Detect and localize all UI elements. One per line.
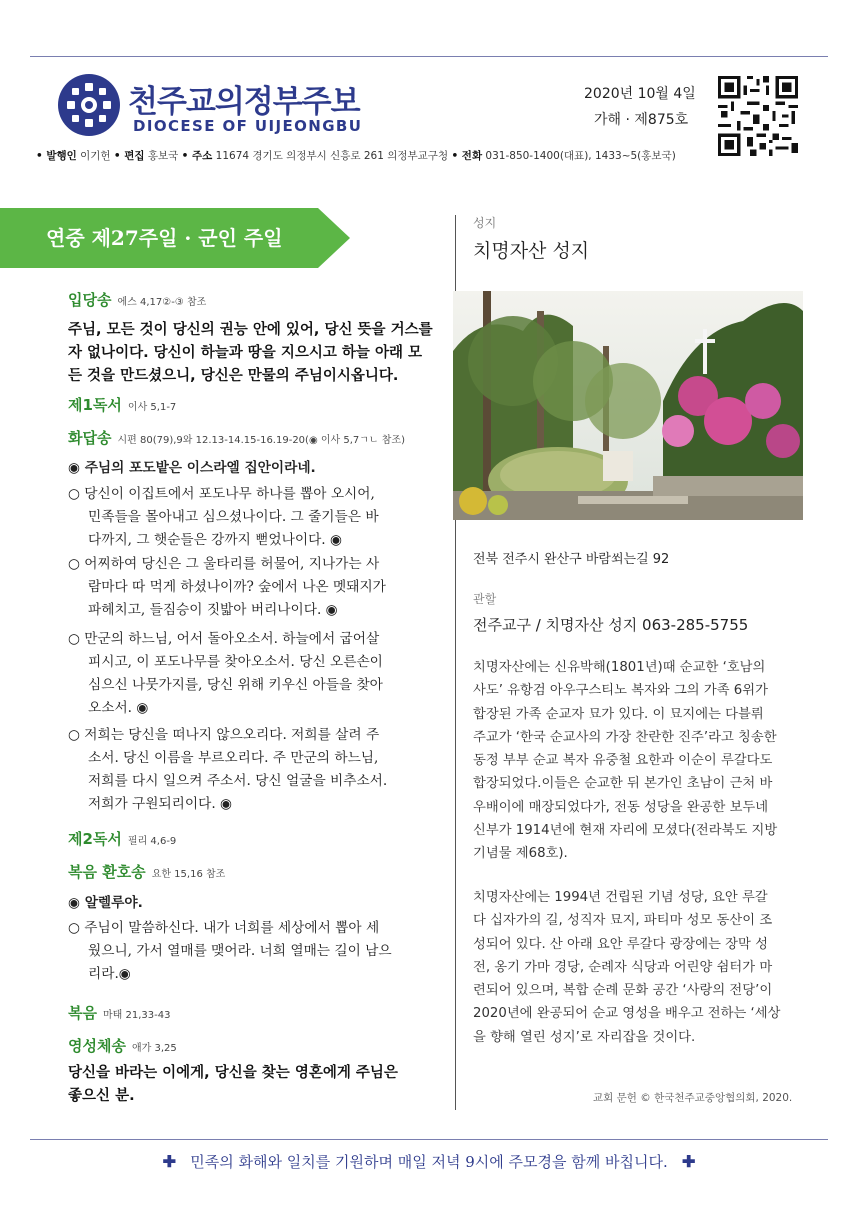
entrance-line: 든 것을 만드셨으니, 당신은 만물의 주님이시옵니다. <box>68 368 399 384</box>
alleluia-response: ◉ 알렐루야. <box>68 895 143 911</box>
psalm-verse-line: 저희가 구원되리이다. ◉ <box>88 796 232 812</box>
psalm-heading: 화답송 시편 80(79),9와 12.13-14.15-16.19-20(◉ 이사 5,7ㄱㄴ 참조) <box>68 429 405 447</box>
paragraph-line: 합장된 가족 순교자 묘가 있다. 이 묘지에는 다블뤼 <box>473 706 764 722</box>
copyright-credit: 교회 문헌 © 한국천주교중앙협의회, 2020. <box>593 1092 793 1104</box>
paragraph-line: 주교가 ‘한국 순교사의 가장 찬란한 진주’라고 칭송한 <box>473 729 777 745</box>
bulletin-title-english: DIOCESE OF UIJEONGBU <box>133 117 363 135</box>
second-reading-heading: 제2독서 필리 4,6-9 <box>68 830 177 848</box>
psalm-verse-line: 다까지, 그 햇순들은 강까지 뻗었나이다. ◉ <box>88 532 342 548</box>
psalm-verse-line: 저희를 다시 일으켜 주소서. 당신 얼굴을 비추소서. <box>88 773 388 789</box>
issue-number: 가해 · 제875호 <box>594 112 689 128</box>
alleluia-verse-line: ○ 주님이 말씀하신다. 내가 너희를 세상에서 뽑아 세 <box>68 920 380 936</box>
alleluia-verse-line: 웠으니, 가서 열매를 맺어라. 너희 열매는 길이 남으 <box>88 943 392 959</box>
top-rule <box>30 56 828 57</box>
psalm-verse-line: 소서. 당신 이름을 부르오리다. 주 만군의 하느님, <box>88 750 379 766</box>
shrine-title: 치명자산 성지 <box>473 240 590 262</box>
shrine-address: 전북 전주시 완산구 바람쐬는길 92 <box>473 552 670 567</box>
communion-antiphon-heading: 영성체송 애가 3,25 <box>68 1037 177 1055</box>
paragraph-line: 동정 부부 순교 복자 유중철 요한과 이순이 루갈다도 <box>473 753 773 769</box>
publisher-info: • 발행인 이기헌 • 편집 홍보국 • 주소 11674 경기도 의정부시 신흥로 261 의정부교구청 • 전화 031-850-1400(대표), 1433~5(홍보국) <box>36 150 676 162</box>
communion-line: 당신을 바라는 이에게, 당신을 찾는 영혼에게 주님은 <box>68 1065 398 1081</box>
paragraph-line: 사도’ 유항검 아우구스티노 복자와 그의 가족 6위가 <box>473 683 768 699</box>
psalm-verse-line: 파헤치고, 들짐승이 짓밟아 버리나이다. ◉ <box>88 602 338 618</box>
psalm-verse-line: ○ 당신이 이집트에서 포도나무 하나를 뽑아 오시어, <box>68 486 375 502</box>
footer-text: 민족의 화해와 일치를 기원하며 매일 저녁 9시에 주모경을 함께 바칩니다. <box>190 1153 668 1171</box>
psalm-verse-line: 람마다 따 먹게 하셨나이까? 숲에서 나온 멧돼지가 <box>88 579 386 595</box>
paragraph-line: 기념물 제68호). <box>473 846 568 862</box>
bulletin-title: 천주교의정부주보 <box>128 84 360 120</box>
paragraph-line: 을 향해 열린 성지’로 자리잡을 것이다. <box>473 1029 696 1045</box>
communion-line: 좋으신 분. <box>68 1088 135 1104</box>
first-reading-heading: 제1독서 이사 5,1-7 <box>68 396 177 414</box>
psalm-verse-line: 민족들을 몰아내고 심으셨나이다. 그 줄기들은 바 <box>88 509 379 525</box>
paragraph-line: 치명자산에는 신유박해(1801년)때 순교한 ‘호남의 <box>473 660 766 675</box>
shrine-history-paragraph <box>473 656 813 866</box>
shrine-photo <box>453 291 803 520</box>
cross-icon: ✚ <box>682 1152 696 1171</box>
paragraph-line: 우배이에 매장되었다가, 전동 성당을 완공한 보두네 <box>473 799 769 815</box>
qr-code-icon[interactable] <box>718 76 798 156</box>
psalm-verse-line: 피시고, 이 포도나무를 찾아오소서. 당신 오른손이 <box>88 654 383 670</box>
gospel-acclamation-heading: 복음 환호송 요한 15,16 참조 <box>68 863 226 881</box>
paragraph-line: 성되어 있다. 산 아래 요안 루갈다 광장에는 장막 성 <box>473 936 768 952</box>
paragraph-line: 2020년에 완공되어 순교 영성을 배우고 전하는 ‘세상 <box>473 1006 781 1022</box>
alleluia-verse-line: 리라.◉ <box>88 966 131 982</box>
paragraph-line: 신부가 1914년에 현재 자리에 모셨다(전라북도 지방 <box>473 823 778 839</box>
prayer-footer <box>0 1151 858 1172</box>
psalm-verse-line: 심으신 나뭇가지를, 당신 위해 키우신 아들을 찾아 <box>88 677 383 693</box>
paragraph-line: 합장되었다.이들은 순교한 뒤 본가인 초남이 근처 바 <box>473 776 773 792</box>
shrine-facilities-paragraph <box>473 886 813 1049</box>
paragraph-line: 련되어 있으며, 복합 순례 문화 공간 ‘사랑의 전당’이 <box>473 983 773 999</box>
gospel-heading: 복음 마태 21,33-43 <box>68 1004 171 1022</box>
paragraph-line: 치명자산에는 1994년 건립된 기념 성당, 요안 루갈 <box>473 890 768 905</box>
psalm-verse-line: 오소서. ◉ <box>88 700 149 716</box>
psalm-verse-line: ○ 만군의 하느님, 어서 돌아오소서. 하늘에서 굽어살 <box>68 631 380 647</box>
psalm-verse-line: ○ 어찌하여 당신은 그 울타리를 허물어, 지나가는 사 <box>68 556 380 572</box>
paragraph-line: 다 십자가의 길, 성직자 묘지, 파티마 성모 동산이 조 <box>473 913 773 929</box>
jurisdiction-contact: 전주교구 / 치명자산 성지 063-285-5755 <box>473 616 749 634</box>
entrance-line: 자 없나이다. 당신이 하늘과 땅을 지으시고 하늘 아래 모 <box>68 345 423 361</box>
cross-icon: ✚ <box>162 1152 176 1171</box>
issue-date: 2020년 10월 4일 <box>584 86 696 102</box>
entrance-line: 주님, 모든 것이 당신의 권능 안에 있어, 당신 뜻을 거스를 <box>68 322 433 338</box>
bottom-rule <box>30 1139 828 1140</box>
entrance-antiphon-heading: 입당송 에스 4,17②-③ 참조 <box>68 291 207 309</box>
diocese-logo-icon <box>58 74 120 136</box>
psalm-verse-line: ○ 저희는 당신을 떠나지 않으오리다. 저희를 살려 주 <box>68 727 380 743</box>
section-label: 성지 <box>473 216 497 230</box>
sunday-title: 연중 제27주일 · 군인 주일 <box>46 226 283 250</box>
psalm-response: ◉ 주님의 포도밭은 이스라엘 집안이라네. <box>68 460 316 476</box>
paragraph-line: 전, 옹기 가마 경당, 순례자 식당과 어린양 쉼터가 마 <box>473 959 773 975</box>
jurisdiction-label: 관할 <box>473 592 497 606</box>
